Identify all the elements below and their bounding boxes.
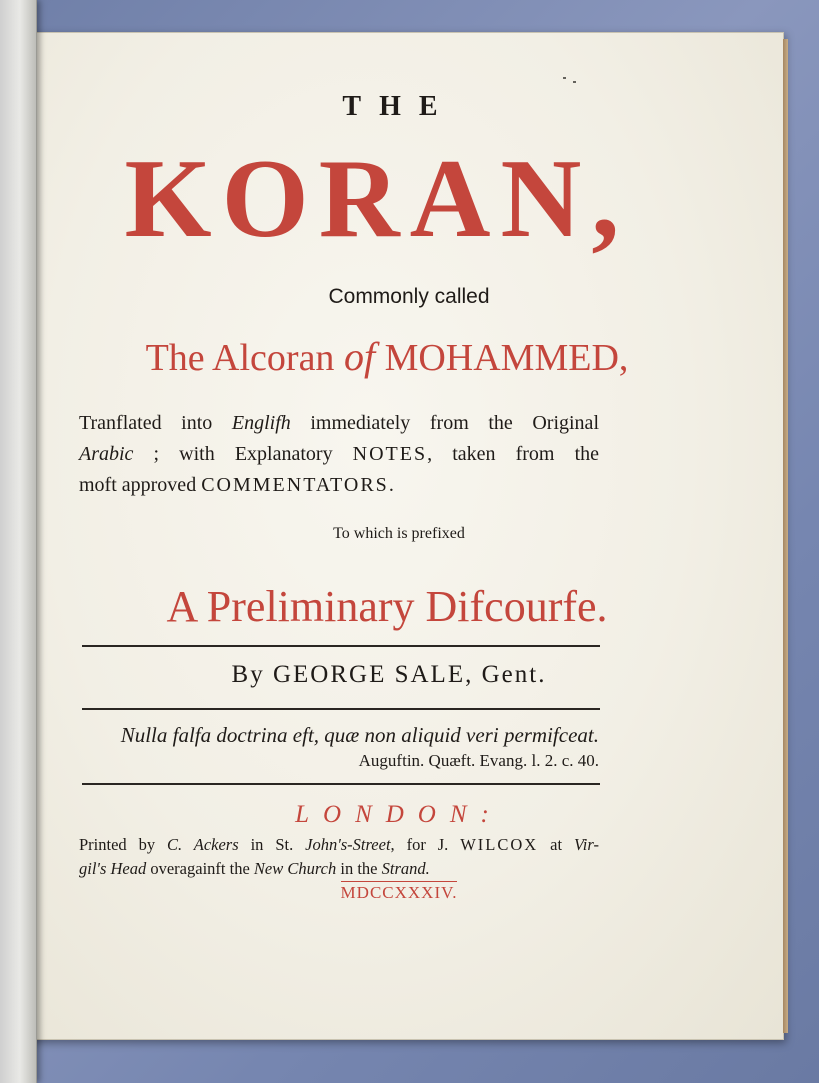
preliminary-discourse: A Preliminary Difcourfe. xyxy=(166,582,608,631)
divider-rule xyxy=(82,708,600,710)
imprint-line: Printed by C. Ackers in St. John's-Street, for J. WILCOX at Vir- xyxy=(79,835,599,854)
author-name: GEORGE SALE xyxy=(272,661,466,688)
translation-line: Tranflated into Englifh immediately from the Original xyxy=(79,412,599,434)
imprint-line: gil's Head overagainft the New Church in the Strand. xyxy=(79,859,430,878)
alcoran-of: of xyxy=(343,334,376,379)
page-fore-edge xyxy=(783,39,788,1033)
alcoran-prefix: The Alcoran xyxy=(145,337,344,379)
title-koran: KORAN, xyxy=(124,137,630,261)
ink-fleck xyxy=(563,77,566,79)
divider-rule xyxy=(82,645,600,647)
latin-motto: Nulla falfa doctrina eft, quæ non aliquid veri permifceat. xyxy=(120,723,599,747)
alcoran-heading xyxy=(77,335,697,380)
author-byline: By GEORGE SALE, Gent. xyxy=(231,661,547,688)
imprint-statement xyxy=(79,833,599,881)
motto-citation: Auguftin. Quæft. Evang. l. 2. c. 40. xyxy=(358,751,599,770)
title-page xyxy=(26,32,784,1040)
commonly-called: Commonly called xyxy=(328,285,490,308)
title-the: THE xyxy=(342,91,456,122)
imprint-city: LONDON: xyxy=(295,801,503,828)
ink-fleck xyxy=(573,81,576,83)
translation-line: Arabic ; with Explanatory NOTES, taken from the xyxy=(79,443,599,465)
translation-statement xyxy=(79,408,599,501)
alcoran-name: MOHAMMED, xyxy=(375,337,629,379)
left-page-edge xyxy=(0,0,37,1083)
divider-rule xyxy=(82,783,600,785)
translation-line: moft approved COMMENTATORS. xyxy=(79,474,394,496)
imprint-date: MDCCXXXIV. xyxy=(340,883,458,902)
prefixed-note: To which is prefixed xyxy=(333,525,465,542)
